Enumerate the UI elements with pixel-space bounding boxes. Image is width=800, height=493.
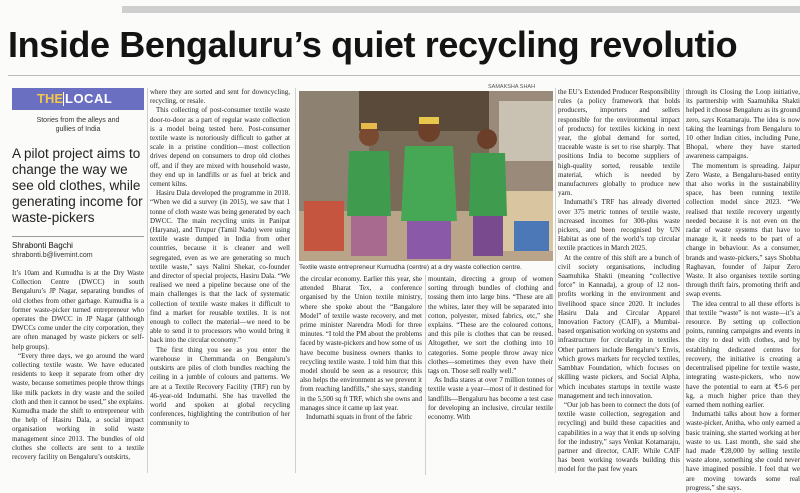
paragraph: Hasiru Dala developed the programme in 2018. “When we did a survey (in 2015), we saw that 1 tonne of cloth waste was being generated by each DWCC. The main recycling units in Panipat (Haryana), and Tirupur (Tamil Nadu) were using textile waste dumped in India from other countries, because it is cleaner and well segregated, even as we are generating so much textile waste,” says Nalini Shekar, co-founder and director of special projects, Hasiru Dala. “We realised we need a pipeline because one of the main challenges is that the lack of systematic collection of textile waste makes it difficult to find a market for reusable textiles. It is not enough to collect the material—we need to be able to send it to processors who would bring it back into the circular economy.” (150, 189, 290, 345)
paragraph: As India stares at over 7 million tonnes of textile waste a year—most of it destined for landfills—Bengaluru has become a test case for developing an inclusive, circular textile economy. With (428, 376, 553, 422)
column-divider (683, 88, 684, 473)
body-text-col1 (12, 269, 144, 462)
paragraph: “Every three days, we go around the ward collecting textile waste. We have educated residents to keep it separate from other dry waste, because sometimes people throw things like milk packets in dry waste and the soiled cloth and then it cannot be used,” she explains. Kumudha made the shift to entrepreneur with the help of Hasiru Dala, a social impact organisation working in solid waste management since 2013. The bundles of old clothes she collects are sent to a textile recovery facility on Bengaluru’s outskirts, (12, 351, 144, 462)
story-deck: A pilot project aims to change the way we see old clothes, while generating income for waste-pickers (12, 146, 143, 225)
story-photo (299, 91, 553, 261)
paragraph: where they are sorted and sent for downcycling, recycling, or resale. (150, 88, 290, 106)
logo-the: THE (37, 91, 63, 106)
byline (12, 236, 144, 261)
byline-email[interactable]: shrabonti.b@livemint.com (12, 252, 93, 259)
paragraph: The idea central to all these efforts is that textile “waste” is not waste—it’s a resource. By setting up collection points, running campaigns and events in the city to deal with clothes, and by establishing dedicated centres for recovery, the initiative is creating a decentralised pipeline for textile waste, integrating waste-pickers, who now have the potential to earn at ₹5-6 per kg, a much higher price than they earned them nothing earlier. (686, 299, 800, 409)
paragraph: Indumathi talks about how a former waste-picker, Anitha, who only earned a basic training, she started working at her waste to us. Last month, she said she had made ₹28,000 by selling textile waste alone, something she could never have imagined possible. I feel that we are moving towards some real progress,” she says. (686, 410, 800, 492)
column-divider (295, 88, 296, 473)
byline-name: Shrabonti Bagchi (12, 241, 73, 250)
paragraph: through its Closing the Loop initiative, its partnership with Saamuhika Shakti helped it choose Bengaluru as its ground zero, says Kotamaraju. The idea is now taking the learnings from Bengaluru to 10 other Indian cities, including Pune, Bhopal, where they have started awareness campaigns. (686, 88, 800, 161)
paragraph: It’s 10am and Kumudha is at the Dry Waste Collection Centre (DWCC) in south Bengaluru’s JP Nagar, separating bundles of old clothes from other garbage. Kumudha is a former waste-picker turned entrepreneur who operates the DWCC in JP Nagar (although DWCCs come under the city corporation, they are often managed by waste pickers or self-help groups). (12, 269, 144, 351)
paragraph: “Our job has been to connect the dots (of textile waste collection, segregation and recycling) and build these capacities and capabilities in a way that it ends up solving for the industry,” says Venkat Kotamaraju, partner and director, CAIF. While CAIF has been working towards building this model for the past few years (558, 400, 680, 474)
column-divider (147, 88, 148, 473)
headline: Inside Bengaluru’s quiet recycling revolutio (8, 24, 738, 65)
paragraph: At the centre of this shift are a bunch of civil society organisations, including Saamuhika Shakti (meaning “collective force” in Kannada), a group of 12 non-profits working in the environment and livelihood space since 2020. It includes Hasiru Dala and Circular Apparel Innovation Factory (CAIF), a Mumbai-based organisation working on systems and infrastructure for circularity in textiles. Other partners include Bengaluru’s Envis, which grows markets for recycled textiles, Sambhav Foundation, which focuses on skilling waste pickers, and Social Alpha, which incubates startups in textile waste management and tech innovation. (558, 253, 680, 400)
paragraph: the circular economy. Earlier this year, she attended Bharat Tex, a conference organised by the Union textile ministry, where she spoke about the “Bangalore Model” of textile waste recovery, and met prime minister Narendra Modi for three minutes. “I told the PM about the problems faced by waste-pickers and how some of us have become business owners thanks to recycling textile waste. I told him that this model should be seen as a resource; this also helps the environment as we prevent it from reaching landfills,” she says, standing in the 5,500 sq ft TRF, which she owns and manages since it came up last year. (300, 275, 422, 412)
column-divider (555, 88, 556, 473)
paragraph: The first thing you see as you enter the warehouse in Chemmanda on Bengaluru’s outskirts are piles of cloth bundles reaching the ceiling in a jumble of colours and patterns. We are at a Textile Recovery Facility (TRF) run by 46-year-old Indumathi. She has travelled the world and spoken at global recycling conferences, highlighting the contribution of her community to (150, 345, 290, 428)
column-divider (425, 275, 426, 475)
body-text-col4 (428, 275, 553, 475)
paragraph: Indumathi’s TRF has already diverted over 375 metric tonnes of textile waste, increased incomes for 300-plus waste pickers, and been recognised by UN Habitat as one of the world’s top circular textile practices in March 2025. (558, 198, 680, 253)
body-text-col6 (686, 88, 800, 492)
paragraph: The momentum is spreading. Jaipur Zero Waste, a Bengaluru-based entity that also works in the sustainability space, has been running textile collection model since 2023. “We realised that textile recovery urgently needed because it is not even on the radar of waste systems that have to manage it, it needs to be part of a change in behaviour. As a consumer, brands and waste-pickers,” says Shobha Raghavan, founder of Jaipur Zero Waste. It also organises textile sorting through thrift fairs, promoting thrift and swap events. (686, 161, 800, 299)
paragraph: mountain, directing a group of women sorting through bundles of clothing and tossing them into large bins. “These are all the whites, later they will be separated into cotton, polyester, mixed fabrics, etc,” she explains. “These are the coloured cottons, and this pile is clothes that can be reused. Altogether, we sort the clothing into 10 categories. Some people throw away nice clothes—sometimes they even have their tags on. Those sell really well.” (428, 275, 553, 376)
top-rule-bar (122, 6, 800, 13)
photo-credit: SAMAKSHA SHAH (488, 84, 536, 90)
logo-local: LOCAL (65, 91, 113, 106)
section-strap: Stories from the alleys and gullies of India (36, 117, 120, 133)
body-text-col5 (558, 88, 680, 476)
paragraph: Indumathi squats in front of the fabric (306, 413, 413, 422)
logo-divider (63, 92, 64, 106)
photo-caption: Textile waste entrepreneur Kumudha (centre) at a dry waste collection centre. (299, 264, 522, 271)
body-text-col3 (300, 275, 422, 475)
paragraph: This collecting of post-consumer textile waste door-to-door as a part of regular waste collection is a model being tested here. Post-consumer textile waste is notoriously difficult to gather at scale in a pristine condition—most collection drives depend on consumers to drop old clothes off, and if they are mixed with household waste, they end up in landfills or as fuel at brick and cement kilns. (150, 106, 290, 189)
body-text-col2 (150, 88, 290, 476)
paragraph: the EU’s Extended Producer Responsibility rules (a policy framework that holds producers, importers and sellers responsible for the environmental impact of products) for textiles kicking in next year, the global demand for sorted, traceable waste is set to rise sharply. That positions India to become suppliers of high-quality sorted, reusable textile material, which is needed by manufacturers globally to produce new yarn. (558, 88, 680, 198)
headline-divider (8, 75, 800, 76)
intro-column (12, 88, 144, 462)
section-logo (12, 88, 144, 110)
